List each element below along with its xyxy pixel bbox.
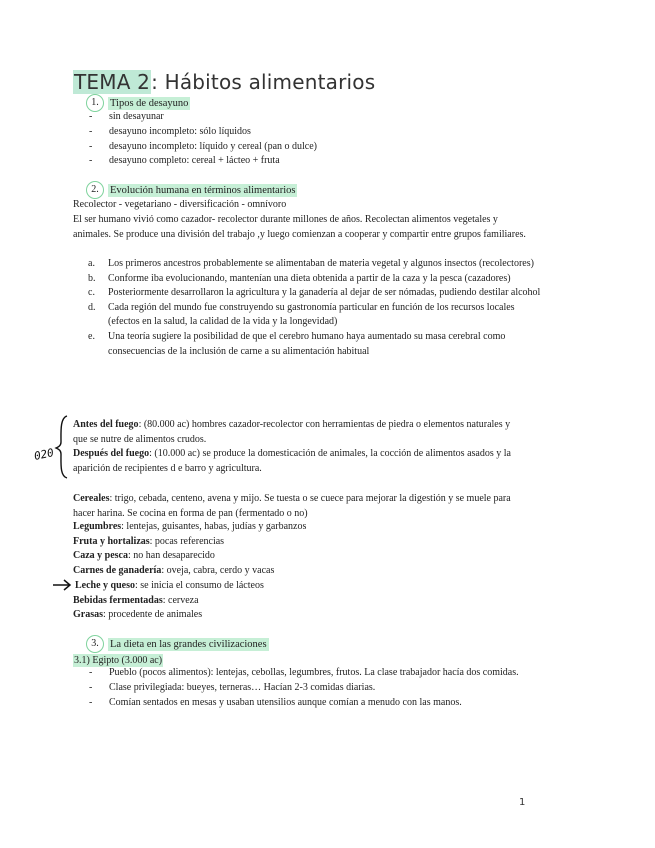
list-item: - desayuno incompleto: sólo líquidos (73, 125, 317, 140)
handwritten-brace-icon (54, 414, 70, 480)
page-number: 1 (519, 797, 526, 808)
section-label: La dieta en las grandes civilizaciones (110, 638, 267, 650)
list-item: b. Conforme iba evolucionando, mantenían una dieta obtenida a partir de la caza y la pesca (cazadores) (88, 272, 511, 284)
subsection-heading: 3.1) Egipto (3.000 ac) (74, 655, 163, 666)
handwritten-note: 020 (32, 446, 56, 463)
title-highlight: TEMA 2 (74, 70, 151, 94)
evolution-stages-list (88, 257, 548, 359)
before-fire-paragraph: Antes del fuego: (80.000 ac) hombres cazador-recolector con herramientas de piedra o elementos naturales y que se nutre de alimentos crudos. (73, 419, 511, 445)
after-fire-paragraph: Después del fuego: (10.000 ac) se produce la domesticación de animales, la cocción de alimentos asados y la aparición de recipientes d e barro y agricultura. (73, 448, 511, 474)
list-item: - sin desayunar (73, 110, 317, 125)
section-2-heading (86, 181, 297, 199)
food-item: Leche y queso: se inicia el consumo de lácteos (75, 580, 264, 591)
list-item: - Pueblo (pocos alimentos): lentejas, cebollas, legumbres, frutos. La clase trabajador hacía dos comidas. (73, 666, 529, 681)
section-number: 3. (86, 635, 104, 653)
list-item: - desayuno completo: cereal + lácteo + fruta (73, 154, 317, 169)
section-label: Evolución humana en términos alimentarios (110, 184, 296, 196)
section-number: 1. (86, 94, 104, 112)
list-item: - Clase privilegiada: bueyes, terneras… Hacían 2-3 comidas diarias. (73, 681, 529, 696)
list-item: d. Cada región del mundo fue construyendo su gastronomía particular en función de los recursos locales (efectos en la salud, la calidad de la vida y la longevidad) (88, 301, 515, 328)
list-item: e. Una teoría sugiere la posibilidad de que el cerebro humano haya aumentado su masa cerebral como consecuencias de la inclusión de carne a su alimentación habitual (88, 330, 506, 357)
section-3-heading (86, 635, 269, 653)
page-title (73, 70, 375, 94)
food-item: Caza y pesca: no han desaparecido (73, 550, 215, 561)
egypt-list (73, 666, 529, 710)
handwritten-arrow-icon (52, 579, 72, 591)
section-number: 2. (86, 181, 104, 199)
list-item: - desayuno incompleto: líquido y cereal (pan o dulce) (73, 140, 317, 155)
list-item: c. Posteriormente desarrollaron la agricultura y la ganadería al dejar de ser nómadas, pudiendo destilar alcohol (88, 287, 541, 299)
list-item: a. Los primeros ancestros probablemente se alimentaban de materia vegetal y algunos insectos (recolectores) (88, 258, 534, 269)
evolution-line: Recolector - vegetariano - diversificación - omnívoro (73, 199, 287, 210)
food-item: Cereales: trigo, cebada, centeno, avena y mijo. Se tuesta o se cuece para mejorar la digestión y se muele para hacer harina. Se cocina en forma de pan (fermentado o no) (73, 493, 511, 519)
food-item: Legumbres: lentejas, guisantes, habas, judías y garbanzos (73, 521, 307, 532)
list-item: - Comían sentados en mesas y usaban utensilios aunque comían a menudo con las manos. (73, 696, 529, 711)
evolution-paragraph: El ser humano vivió como cazador- recolector durante millones de años. Recolectan alimentos vegetales y animales. Se produce una división del trabajo ,y luego comienzan a cooperar y compartir entre grupos familiares. (73, 214, 526, 240)
food-item: Carnes de ganadería: oveja, cabra, cerdo y vacas (73, 565, 275, 576)
food-item: Grasas: procedente de animales (73, 609, 203, 620)
food-item: Bebidas fermentadas: cerveza (73, 595, 199, 606)
section-label: Tipos de desayuno (110, 97, 189, 109)
breakfast-types-list (73, 110, 317, 169)
food-item: Fruta y hortalizas: pocas referencias (73, 536, 225, 547)
title-rest: : Hábitos alimentarios (151, 70, 376, 94)
